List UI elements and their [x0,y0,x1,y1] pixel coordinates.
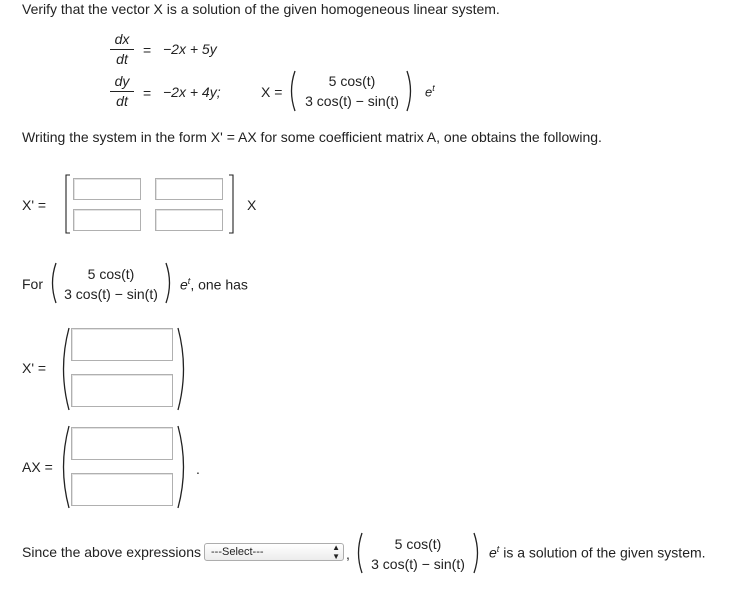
ax-right-paren [176,425,190,509]
ax-label: AX = [22,459,53,475]
ax-trailing-period: . [196,461,200,477]
ax-top-input[interactable] [71,427,173,460]
ax-left-paren [57,425,71,509]
conclusion-right-paren [472,532,482,574]
x-prime-bottom-input[interactable] [71,374,173,407]
matrix-right-bracket [227,174,235,234]
for-top: 5 cos(t) [87,266,135,282]
conclusion-select-value: ---Select--- [211,546,264,558]
dx-dt-fraction: dx dt [110,31,134,68]
solution-bottom: 3 cos(t) − sin(t) [305,93,399,109]
for-vector [55,264,167,304]
conclusion-prefix: Since the above expressions [22,544,201,560]
equation-2-rhs: −2x + 4y; [163,84,221,100]
matrix-trailing-x: X [247,197,257,213]
for-prefix: For [22,276,43,292]
matrix-left-bracket [64,174,72,234]
ax-bottom-input[interactable] [71,473,173,506]
x-prime-label-1: X' = [22,197,47,213]
matrix-form-text: Writing the system in the form X' = AX for some coefficient matrix A, one obtains the following. [22,129,602,145]
x-prime-left-paren [57,327,71,411]
solution-exponential: $e^t$ [425,83,435,100]
equation-1-rhs: −2x + 5y [163,41,217,57]
matrix-a12-input[interactable] [155,178,223,200]
conclusion-top: 5 cos(t) [394,536,442,552]
equals-sign-2: = [143,85,152,101]
solution-label: X = [261,84,283,100]
conclusion-bottom: 3 cos(t) − sin(t) [371,556,465,572]
conclusion-select[interactable] [204,543,344,561]
matrix-a21-input[interactable] [73,209,141,231]
instructions-text: Verify that the vector X is a solution of the given homogeneous linear system. [22,1,500,17]
matrix-a22-input[interactable] [155,209,223,231]
conclusion-suffix: $e^t$ is a solution of the given system. [489,544,706,561]
for-suffix: $e^t$, one has [180,276,248,293]
x-prime-right-paren [176,327,190,411]
x-prime-top-input[interactable] [71,328,173,361]
solution-vector [296,71,408,111]
select-arrows-icon: ▲ ▼ [332,543,340,561]
equals-sign-1: = [143,42,152,58]
dy-dt-fraction: dy dt [110,73,134,110]
conclusion-comma: , [346,546,350,562]
solution-top: 5 cos(t) [328,73,376,89]
matrix-a11-input[interactable] [73,178,141,200]
x-prime-label-2: X' = [22,360,47,376]
for-bottom: 3 cos(t) − sin(t) [64,286,158,302]
conclusion-vector [362,534,474,574]
for-right-paren [164,262,174,304]
solution-right-paren [405,70,415,112]
